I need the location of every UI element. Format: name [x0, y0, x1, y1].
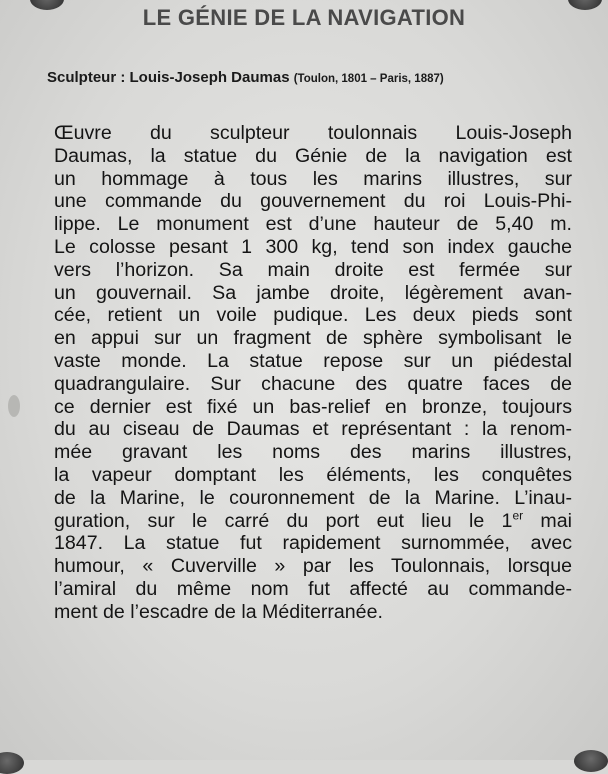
text-line: mée gravant les noms des marins illustres, [54, 441, 572, 464]
text-line: ment de l’escadre de la Méditerranée. [54, 600, 383, 623]
text-line-date-month: mai [523, 509, 572, 532]
text-line: humour, « Cuverville » par les Toulonnais, lorsque [54, 555, 572, 578]
rivet-icon [574, 750, 608, 772]
text-line: la vapeur domptant les éléments, les conquêtes [54, 463, 572, 486]
surface-mark [8, 395, 20, 417]
description-text [54, 122, 572, 624]
plaque-title: LE GÉNIE DE LA NAVIGATION [142, 5, 466, 30]
text-line: un hommage à tous les marins illustres, sur [54, 167, 572, 190]
text-line: lippe. Le monument est d’une hauteur de 5,40 m. [54, 213, 572, 236]
text-line: ce dernier est fixé un bas-relief en bronze, toujours [54, 395, 572, 418]
text-line: du au ciseau de Daumas et représentant : la renom- [54, 418, 572, 441]
text-line: cée, retient un voile pudique. Les deux pieds sont [54, 304, 572, 327]
rivet-icon [0, 752, 24, 774]
text-line: vers l’horizon. Sa main droite est fermée sur [54, 258, 572, 281]
text-line: de la Marine, le couronnement de la Marine. L’inau- [54, 486, 572, 509]
text-line: quadrangulaire. Sur chacune des quatre faces de [54, 372, 572, 395]
text-line: 1847. La statue fut rapidement surnommée, avec [54, 532, 572, 555]
text-line: une commande du gouvernement du roi Louis-Phi- [54, 190, 572, 213]
text-line-date-start: guration, sur le carré du port eut lieu le 1 [54, 509, 513, 532]
text-line: Œuvre du sculpteur toulonnais Louis-Joseph [54, 122, 572, 144]
text-line-date [54, 510, 572, 533]
text-line: l’amiral du même nom fut affecté au commande- [54, 577, 572, 600]
text-line: en appui sur un fragment de sphère symbolisant le [54, 327, 572, 350]
sculptor-dates: (Toulon, 1801 – Paris, 1887) [293, 73, 444, 85]
text-line: un gouvernail. Sa jambe droite, légèrement avan- [54, 281, 572, 304]
ordinal-suffix: er [512, 508, 524, 523]
sculptor-name: Sculpteur : Louis-Joseph Daumas [47, 69, 290, 86]
text-line: vaste monde. La statue repose sur un piédestal [54, 349, 572, 372]
text-line: Le colosse pesant 1 300 kg, tend son index gauche [54, 235, 572, 258]
sculptor-credit [47, 69, 444, 86]
text-line: Daumas, la statue du Génie de la navigation est [54, 144, 572, 167]
